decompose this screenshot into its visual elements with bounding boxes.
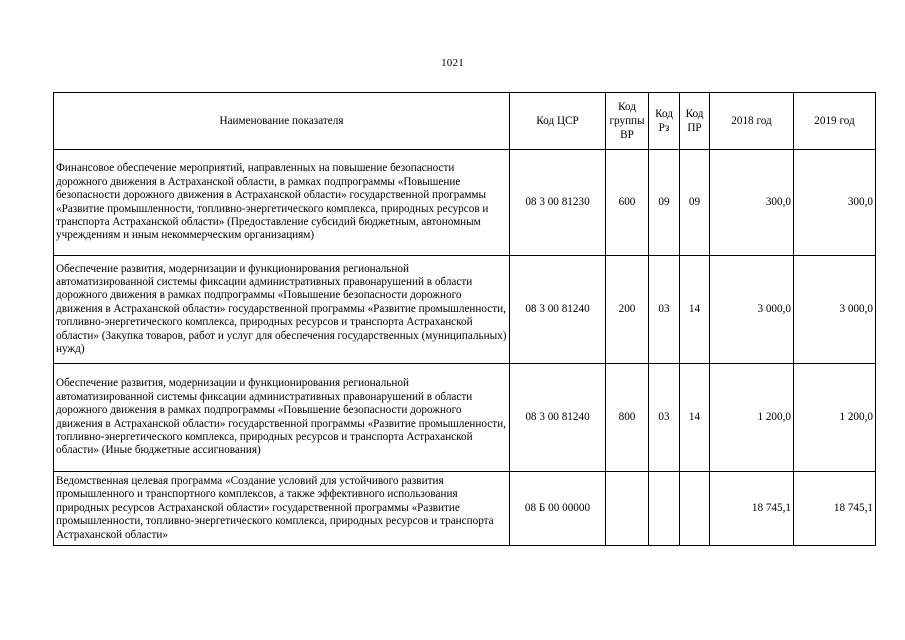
- cell-pr: 14: [680, 256, 710, 364]
- header-rz: Код Рз: [649, 93, 680, 150]
- cell-2018: 3 000,0: [710, 256, 794, 364]
- header-csr: Код ЦСР: [510, 93, 606, 150]
- cell-rz: 09: [649, 150, 680, 256]
- cell-csr: 08 3 00 81240: [510, 364, 606, 472]
- table-row: [54, 150, 876, 256]
- cell-name: Финансовое обеспечение мероприятий, направленных на повышение безопасности дорожного движения в Астраханской области, в рамках подпрограммы «Повышение безопасности дорожного движения в Астраханской области» государственной программы «Развитие промышленности, топливно-энергетического комплекса, природных ресурсов и транспорта Астраханской области» (Предоставление субсидий бюджетным, автономным учреждениям и иным некоммерческим организациям): [54, 150, 510, 256]
- cell-2019: 3 000,0: [794, 256, 876, 364]
- cell-csr: 08 Б 00 00000: [510, 472, 606, 546]
- cell-pr: 09: [680, 150, 710, 256]
- cell-rz: 03: [649, 256, 680, 364]
- table-row: [54, 364, 876, 472]
- budget-table: [53, 92, 876, 546]
- cell-vr: 800: [606, 364, 649, 472]
- cell-2019: 1 200,0: [794, 364, 876, 472]
- table-header-row: [54, 93, 876, 150]
- cell-2019: 18 745,1: [794, 472, 876, 546]
- cell-csr: 08 3 00 81240: [510, 256, 606, 364]
- table-row: [54, 472, 876, 546]
- page-number: 1021: [441, 57, 464, 69]
- cell-pr: [680, 472, 710, 546]
- cell-name: Обеспечение развития, модернизации и функционирования региональной автоматизированной системы фиксации административных правонарушений в области дорожного движения в рамках подпрограммы «Повышение безопасности дорожного движения в Астраханской области» государственной программы «Развитие промышленности, топливно-энергетического комплекса, природных ресурсов и транспорта Астраханской области» (Закупка товаров, работ и услуг для обеспечения государственных (муниципальных) нужд): [54, 256, 510, 364]
- cell-name: Ведомственная целевая программа «Создание условий для устойчивого развития промышленного и транспортного комплексов, а также эффективного использования природных ресурсов Астраханской области» государственной программы «Развитие промышленности, топливно-энергетического комплекса, природных ресурсов и транспорта Астраханской области»: [54, 472, 510, 546]
- cell-2019: 300,0: [794, 150, 876, 256]
- cell-pr: 14: [680, 364, 710, 472]
- header-2019: 2019 год: [794, 93, 876, 150]
- header-vr: Код группы ВР: [606, 93, 649, 150]
- cell-vr: [606, 472, 649, 546]
- header-name: Наименование показателя: [54, 93, 510, 150]
- cell-rz: [649, 472, 680, 546]
- cell-2018: 1 200,0: [710, 364, 794, 472]
- cell-2018: 300,0: [710, 150, 794, 256]
- header-pr: Код ПР: [680, 93, 710, 150]
- table-row: [54, 256, 876, 364]
- cell-vr: 600: [606, 150, 649, 256]
- cell-csr: 08 3 00 81230: [510, 150, 606, 256]
- cell-name: Обеспечение развития, модернизации и функционирования региональной автоматизированной системы фиксации административных правонарушений в области дорожного движения в рамках подпрограммы «Повышение безопасности дорожного движения в Астраханской области» государственной программы «Развитие промышленности, топливно-энергетического комплекса, природных ресурсов и транспорта Астраханской области» (Иные бюджетные ассигнования): [54, 364, 510, 472]
- cell-vr: 200: [606, 256, 649, 364]
- cell-rz: 03: [649, 364, 680, 472]
- cell-2018: 18 745,1: [710, 472, 794, 546]
- header-2018: 2018 год: [710, 93, 794, 150]
